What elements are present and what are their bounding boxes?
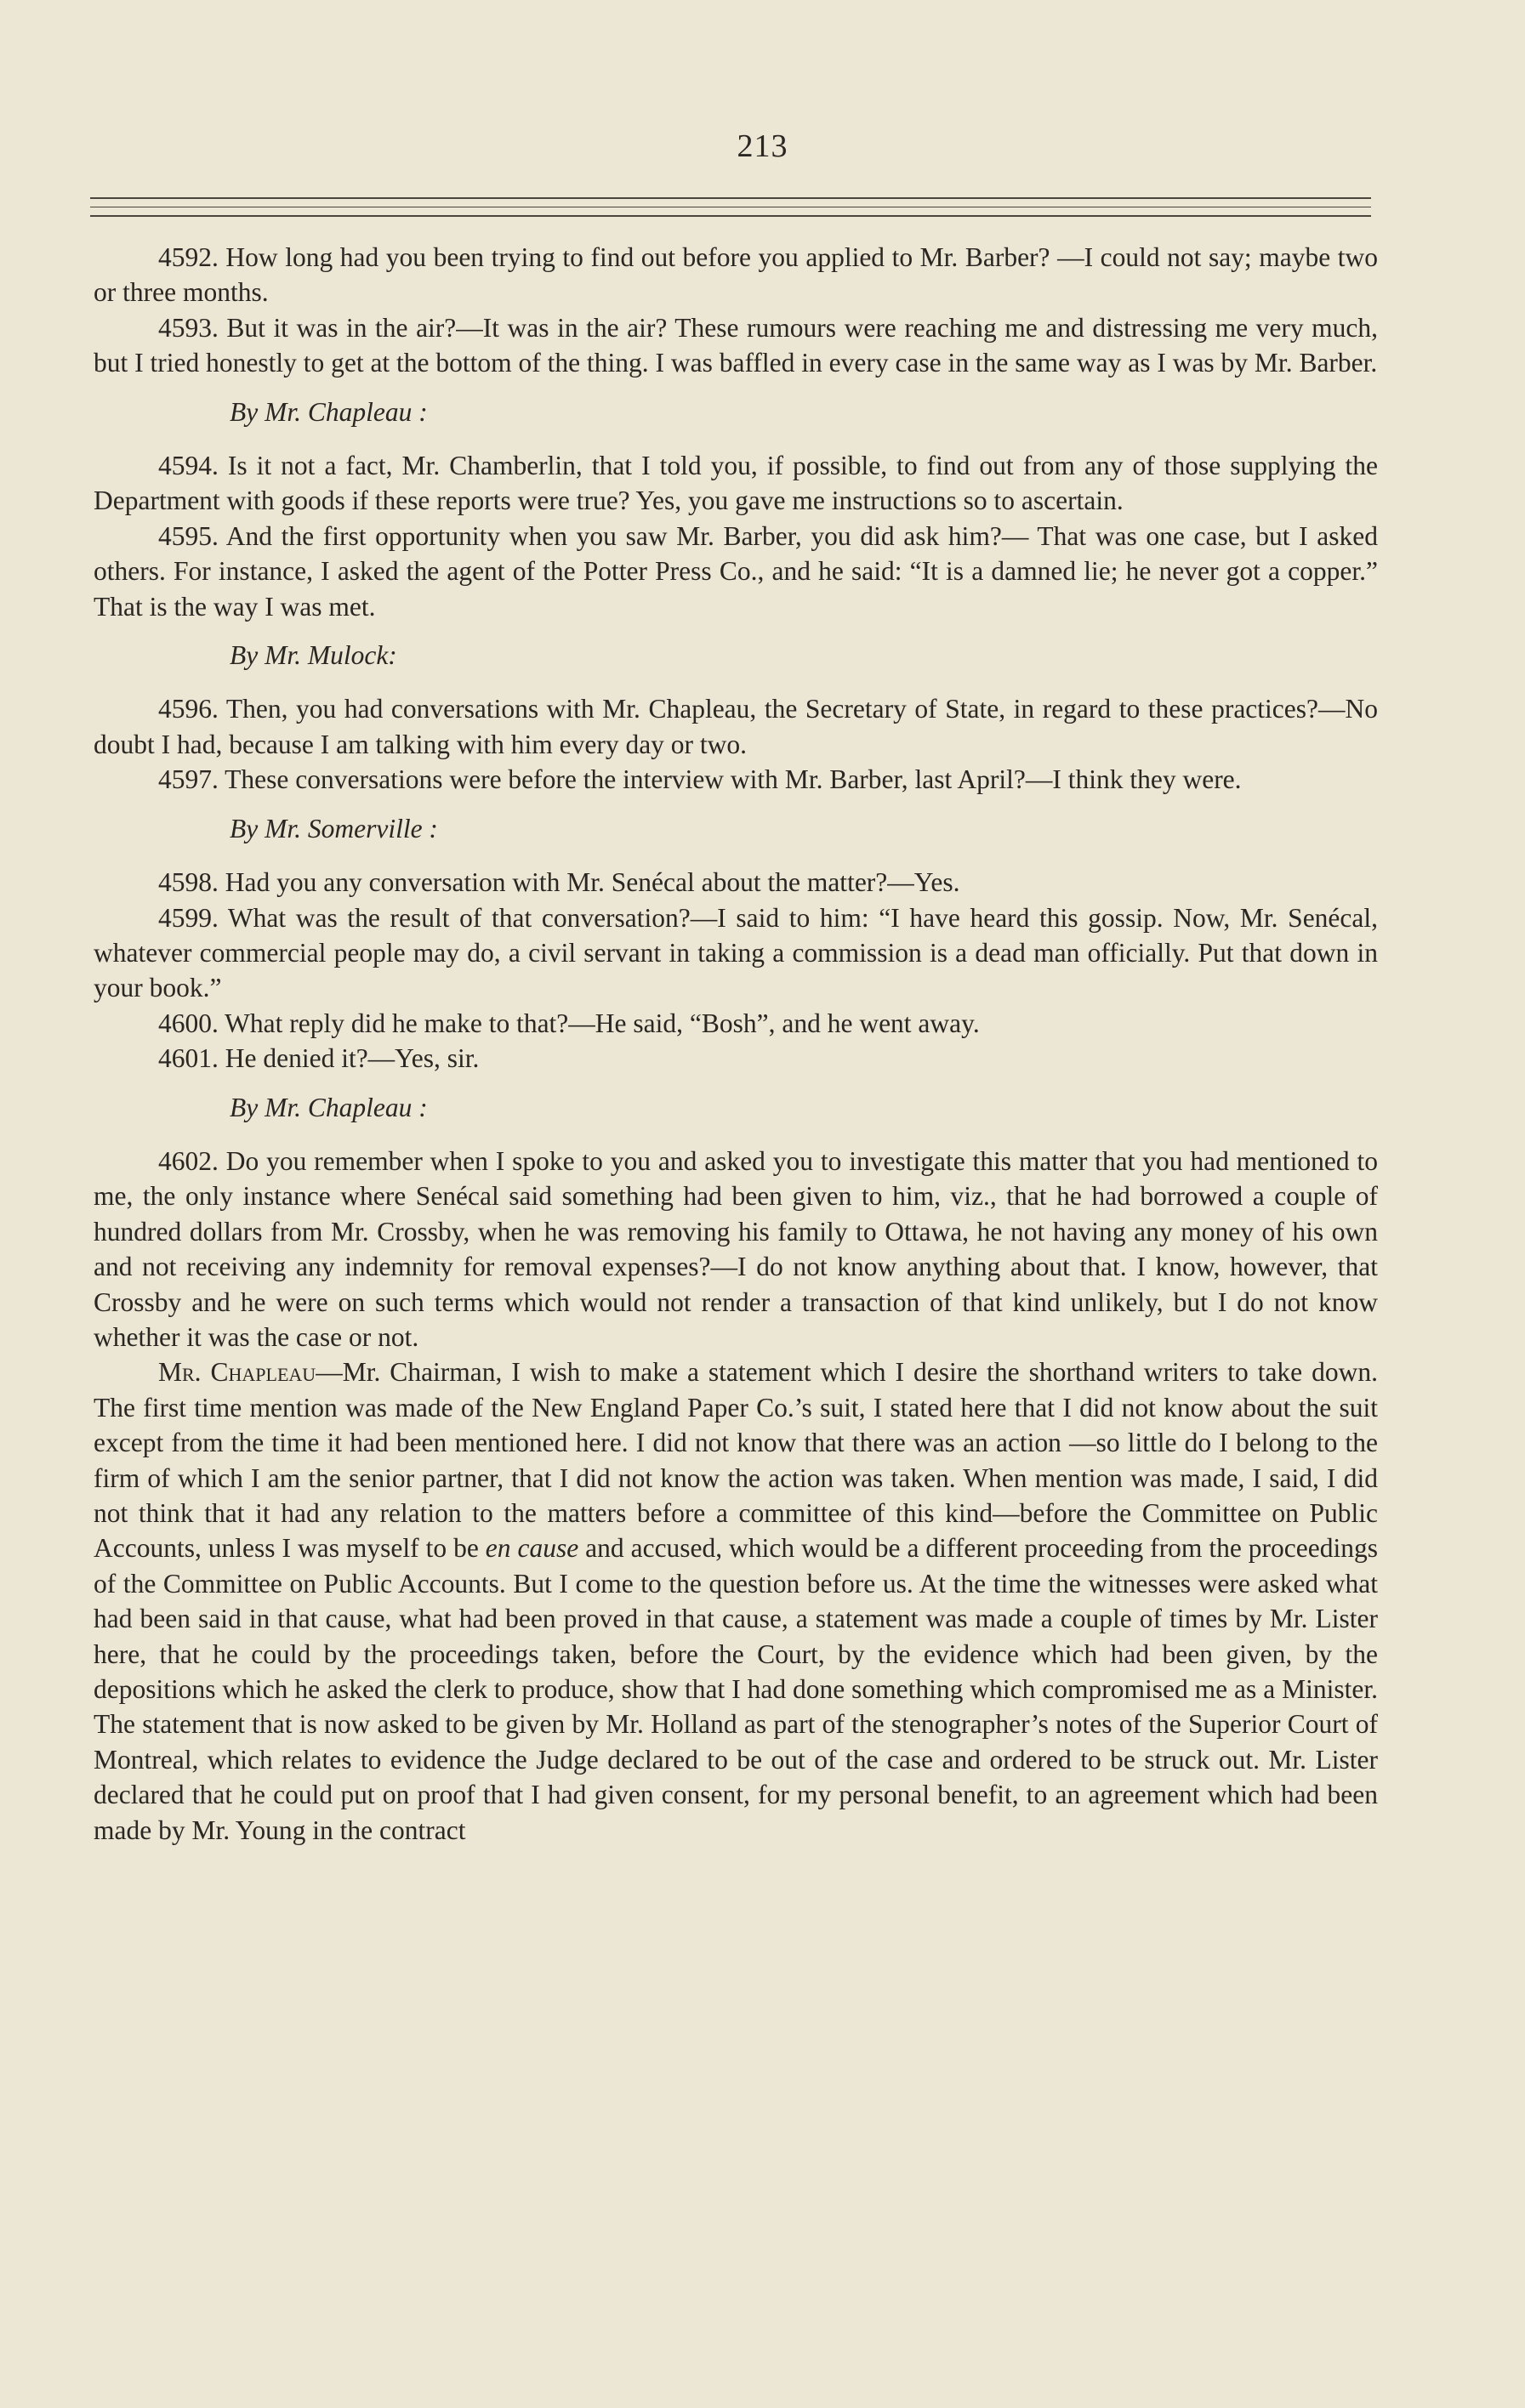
statement-emphasis: en cause [485, 1533, 579, 1564]
header-rule-top [90, 197, 1371, 199]
testimony-paragraph: 4596. Then, you had conversations with Mr. Chapleau, the Secretary of State, in regard to these practices?—No doubt I had, because I am talking with him every day or two. [94, 694, 1378, 759]
testimony-paragraph: 4601. He denied it?—Yes, sir. [158, 1043, 480, 1074]
speaker-heading: By Mr. Chapleau : [230, 1092, 428, 1122]
speaker-heading: By Mr. Chapleau : [230, 396, 428, 427]
testimony-paragraph: 4600. What reply did he make to that?—He said, “Bosh”, and he went away. [158, 1008, 980, 1038]
header-rules [90, 197, 1371, 224]
testimony-paragraph: 4593. But it was in the air?—It was in the air? These rumours were reaching me and distressing me very much, but I tried honestly to get at the bottom of the thing. I was baffled in every case in the same way as I was by Mr. Barber. [94, 312, 1378, 378]
testimony-paragraph: 4594. Is it not a fact, Mr. Chamberlin, that I told you, if possible, to find out from any of those supplying the Department with goods if these reports were true? Yes, you gave me instructions so to ascertain. [94, 451, 1378, 516]
statement-text-part: —Mr. Chairman, I wish to make a statement which I desire the shorthand writers to take down. The first time mention was made of the New England Paper Co.’s suit, I stated here that I did not know about the suit except from the time it had been mentioned here. I did not know that there was an action —so little do I belong to the firm of which I am the senior partner, that I did not know the action was taken. When mention was made, I said, I did not think that it had any relation to the matters before a committee of this kind—before the Committee on Public Accounts, unless I was myself to be [94, 1357, 1378, 1564]
statement-text-part: and accused, which would be a different proceeding from the proceedings of the Committee on Public Accounts. But I come to the question before us. At the time the witnesses were asked what had been said in that cause, what had been proved in that cause, a statement was made a couple of times by Mr. Lister here, that he could by the proceedings taken, before the Court, by the evidence which had been given, by the depositions which he asked the clerk to produce, show that I had done something which compromised me as a Minister. The statement that is now asked to be given by Mr. Holland as part of the stenographer’s notes of the Superior Court of Montreal, which relates to evidence the Judge declared to be out of the case and ordered to be struck out. Mr. Lister declared that he could put on proof that I had given consent, for my personal benefit, to an agreement which had been made by Mr. Young in the contract [94, 1533, 1378, 1845]
statement-paragraph [94, 1354, 1378, 1848]
speaker-heading: By Mr. Somerville : [230, 813, 438, 843]
testimony-paragraph: 4595. And the first opportunity when you saw Mr. Barber, you did ask him?— That was one case, but I asked others. For instance, I asked the agent of the Potter Press Co., and he said: “It is a damned lie; he never got a copper.” That is the way I was met. [94, 520, 1378, 622]
testimony-paragraph: 4599. What was the result of that conversation?—I said to him: “I have heard this gossip. Now, Mr. Senécal, whatever commercial people may do, a civil servant in taking a commission is a dead man officially. Put that down in your book.” [94, 902, 1378, 1003]
statement-speaker: Mr. Chapleau [158, 1357, 316, 1388]
page-body [94, 240, 1378, 1848]
testimony-paragraph: 4602. Do you remember when I spoke to you and asked you to investigate this matter that you had mentioned to me, the only instance where Senécal said something had been given to him, viz., that he had borrowed a couple of hundred dollars from Mr. Crossby, when he was removing his family to Ottawa, he not having any money of his own and not receiving any indemnity for removal expenses?—I do not know anything about that. I know, however, that Crossby and he were on such terms which would not render a transaction of that kind unlikely, but I do not know whether it was the case or not. [94, 1145, 1378, 1352]
speaker-heading: By Mr. Mulock: [230, 640, 397, 671]
header-rule-bottom [90, 215, 1371, 217]
testimony-paragraph: 4597. These conversations were before the interview with Mr. Barber, last April?—I think they were. [158, 764, 1242, 795]
page-number: 213 [737, 128, 788, 164]
testimony-paragraph: 4598. Had you any conversation with Mr. Senécal about the matter?—Yes. [158, 867, 960, 898]
testimony-paragraph: 4592. How long had you been trying to find out before you applied to Mr. Barber? —I could not say; maybe two or three months. [94, 242, 1378, 308]
